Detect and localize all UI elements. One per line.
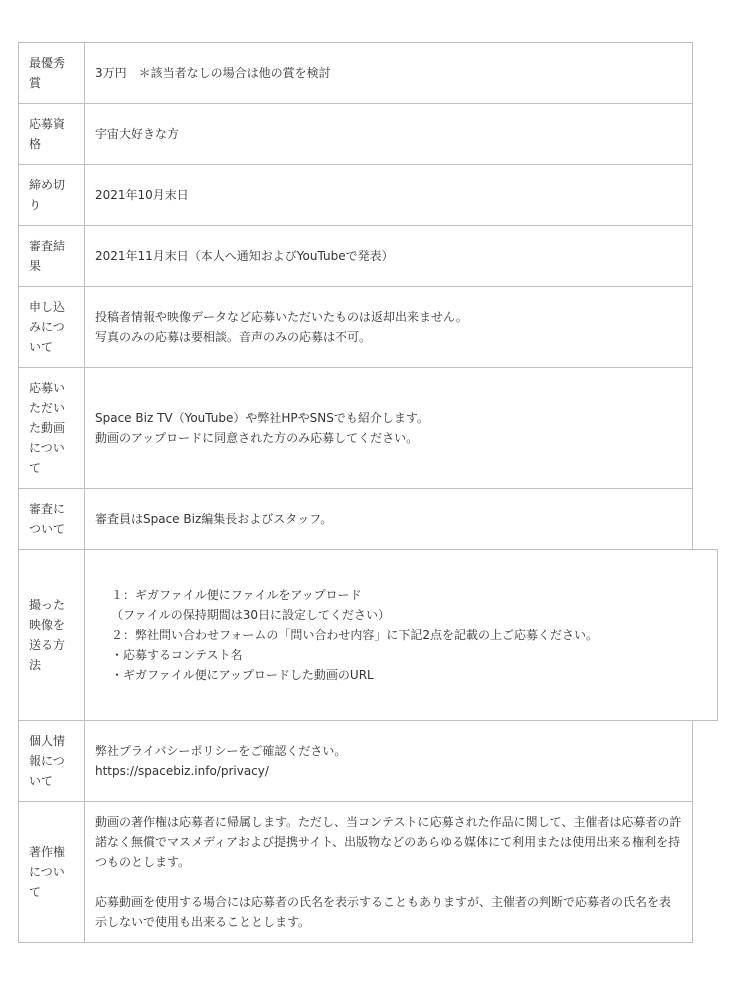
row-label-cell <box>18 488 85 550</box>
row-value-line: https://spacebiz.info/privacy/ <box>95 764 269 778</box>
row-value-line: 動画のアップロードに同意された方のみ応募してください。 <box>95 431 419 445</box>
row-value-cell <box>84 164 693 226</box>
row-label: 締め切り <box>29 178 66 212</box>
row-value-line: 弊社プライバシーポリシーをご確認ください。 <box>95 744 347 758</box>
row-label-cell <box>18 801 85 943</box>
row-label: 応募いただいた動画について <box>29 381 66 475</box>
row-value-line: Space Biz TV（YouTube）や弊社HPやSNSでも紹介します。 <box>95 411 429 425</box>
row-value-line: ・応募するコンテスト名 <box>111 648 243 662</box>
row-value-line: 宇宙大好きな方 <box>95 127 180 141</box>
row-value-line: 応募動画を使用する場合には応募者の氏名を表示することもありますが、主催者の判断で応募者の氏名を表示しないで使用も出来ることとします。 <box>95 895 672 929</box>
row-label: 撮った映像を送る方法 <box>29 598 66 672</box>
row-label: 応募資格 <box>29 117 66 151</box>
row-label-cell <box>18 225 85 287</box>
row-value-line: 審査員はSpace Biz編集長およびスタッフ。 <box>95 512 333 526</box>
row-label-cell <box>18 549 85 721</box>
row-value-line: 動画の著作権は応募者に帰属します。ただし、当コンテストに応募された作品に関して、主催者は応募者の許諾なく無償でマスメディアおよび提携サイト、出版物などのあらゆる媒体にて利用または使用出来る権利を持つものとします。 <box>95 815 682 869</box>
row-value-cell <box>84 367 693 489</box>
row-value-cell <box>84 103 693 165</box>
row-label-cell <box>18 164 85 226</box>
row-value-cell <box>84 42 693 104</box>
row-label-cell <box>18 720 85 802</box>
row-label: 申し込みについて <box>29 300 66 354</box>
paragraph-gap <box>95 872 682 892</box>
row-label: 審査について <box>29 502 66 536</box>
row-value-line: 2021年11月末日（本人へ通知およびYouTubeで発表） <box>95 249 394 263</box>
row-value-cell <box>84 225 693 287</box>
row-value-cell <box>84 720 693 802</box>
row-value-line: １：ギガファイル便にファイルをアップロード <box>111 588 362 602</box>
row-label: 個人情報について <box>29 734 66 788</box>
row-value-cell <box>84 549 718 721</box>
row-value-cell <box>84 488 693 550</box>
row-value-cell <box>84 286 693 368</box>
row-value-line: 投稿者情報や映像データなど応募いただいたものは返却出来ません。 <box>95 310 468 324</box>
row-label-cell <box>18 103 85 165</box>
row-label-cell <box>18 42 85 104</box>
row-value-cell <box>84 801 693 943</box>
row-value-line: 3万円 ＊該当者なしの場合は他の賞を検討 <box>95 66 331 80</box>
row-label-cell <box>18 286 85 368</box>
row-value-line: ２：弊社問い合わせフォームの「問い合わせ内容」に下記2点を記載の上ご応募ください。 <box>111 628 599 642</box>
row-label: 著作権について <box>29 845 66 899</box>
row-value-line: 2021年10月末日 <box>95 188 189 202</box>
row-label-cell <box>18 367 85 489</box>
row-value-line: ・ギガファイル便にアップロードした動画のURL <box>111 668 374 682</box>
row-label: 最優秀賞 <box>29 56 66 90</box>
row-value-line: （ファイルの保持期間は30日に設定してください） <box>111 608 391 622</box>
row-value-line: 写真のみの応募は要相談。音声のみの応募は不可。 <box>95 330 372 344</box>
row-label: 審査結果 <box>29 239 66 273</box>
